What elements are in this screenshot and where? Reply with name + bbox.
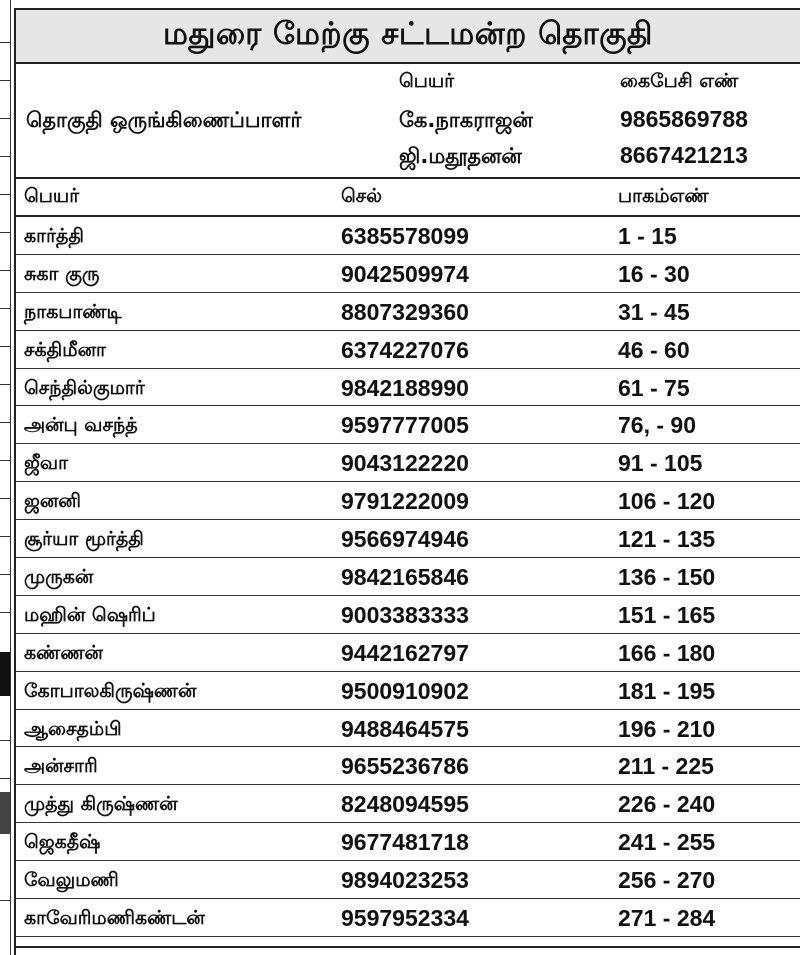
row-part: 46 - 60 bbox=[618, 336, 690, 363]
row-name: சுகா குரு bbox=[24, 262, 100, 285]
row-part: 151 - 165 bbox=[618, 601, 716, 628]
margin-tick bbox=[0, 574, 10, 575]
row-name: ஜீவா bbox=[24, 452, 68, 475]
coordinator-header-name: பெயர் bbox=[399, 70, 455, 92]
table-row bbox=[16, 747, 800, 785]
coordinator-phone: 8667421213 bbox=[620, 142, 748, 168]
table-row bbox=[16, 672, 800, 710]
coordinator-name: கே.நாகராஜன் bbox=[399, 108, 533, 132]
table-row bbox=[16, 444, 800, 482]
table-row bbox=[16, 255, 800, 293]
row-name: அன்பு வசந்த் bbox=[24, 414, 138, 437]
row-cell: 9566974946 bbox=[341, 526, 469, 553]
row-name: காவேரிமணிகண்டன் bbox=[24, 907, 205, 930]
bottom-rule bbox=[16, 946, 800, 948]
row-cell: 9677481718 bbox=[341, 829, 469, 856]
margin-tick bbox=[0, 778, 10, 779]
row-name: கோபாலகிருஷ்ணன் bbox=[24, 679, 197, 702]
row-cell: 9042509974 bbox=[341, 260, 469, 287]
coordinator-phone: 9865869788 bbox=[620, 106, 748, 132]
row-name: முத்து கிருஷ்ணன் bbox=[24, 793, 178, 816]
table-row bbox=[16, 823, 800, 861]
table-row bbox=[16, 710, 800, 748]
table-row bbox=[16, 596, 800, 634]
row-name: கண்ணன் bbox=[24, 641, 103, 664]
margin-tick bbox=[0, 384, 10, 385]
margin-tick bbox=[0, 118, 10, 119]
table-row bbox=[16, 899, 800, 937]
row-cell: 9791222009 bbox=[341, 488, 469, 515]
row-part: 196 - 210 bbox=[618, 715, 716, 742]
row-cell: 9597777005 bbox=[341, 412, 469, 439]
margin-tick bbox=[0, 308, 10, 309]
contact-table bbox=[16, 179, 800, 937]
row-part: 106 - 120 bbox=[618, 488, 716, 515]
row-cell: 9488464575 bbox=[341, 715, 469, 742]
row-part: 31 - 45 bbox=[618, 298, 690, 325]
table-row bbox=[16, 331, 800, 369]
row-cell: 8807329360 bbox=[341, 298, 469, 325]
page-title: மதுரை மேற்கு சட்டமன்ற தொகுதி bbox=[16, 10, 800, 64]
row-name: சக்திமீனா bbox=[24, 338, 106, 361]
header-name: பெயர் bbox=[24, 185, 80, 207]
row-part: 76, - 90 bbox=[618, 412, 696, 439]
table-row bbox=[16, 217, 800, 255]
table-row bbox=[16, 861, 800, 899]
row-cell: 9842188990 bbox=[341, 374, 469, 401]
row-cell: 9003383333 bbox=[341, 601, 469, 628]
margin-tick bbox=[0, 232, 10, 233]
table-row bbox=[16, 634, 800, 672]
row-cell: 9842165846 bbox=[341, 564, 469, 591]
table-row bbox=[16, 406, 800, 444]
row-part: 1 - 15 bbox=[618, 223, 677, 249]
header-cell: செல் bbox=[341, 185, 383, 207]
header-part: பாகம்எண் bbox=[618, 185, 709, 207]
coordinator-role: தொகுதி ஒருங்கிணைப்பாளர் bbox=[26, 108, 302, 132]
row-name: சூர்யா மூர்த்தி bbox=[24, 528, 144, 551]
table-row bbox=[16, 785, 800, 823]
margin-tick bbox=[0, 80, 10, 81]
row-cell: 9500910902 bbox=[341, 677, 469, 704]
row-cell: 6374227076 bbox=[341, 336, 469, 363]
row-part: 241 - 255 bbox=[618, 829, 716, 856]
row-cell: 9894023253 bbox=[341, 867, 469, 894]
row-part: 91 - 105 bbox=[618, 450, 703, 477]
margin-tick bbox=[0, 346, 10, 347]
margin-tick bbox=[0, 536, 10, 537]
row-name: முருகன் bbox=[24, 566, 94, 589]
table-header-row bbox=[16, 179, 800, 217]
row-cell: 9597952334 bbox=[341, 905, 469, 932]
row-part: 211 - 225 bbox=[618, 753, 714, 780]
margin-tick bbox=[0, 740, 10, 741]
row-part: 121 - 135 bbox=[618, 526, 716, 553]
row-name: செந்தில்குமார் bbox=[24, 376, 145, 399]
row-cell: 9655236786 bbox=[341, 753, 469, 780]
margin-tick bbox=[0, 900, 10, 901]
row-cell: 8248094595 bbox=[341, 791, 469, 818]
row-name: ஜனனி bbox=[24, 490, 81, 513]
coordinator-section bbox=[16, 64, 800, 179]
row-name: நாகபாண்டி bbox=[24, 300, 122, 323]
table-row bbox=[16, 558, 800, 596]
margin-tick bbox=[0, 270, 10, 271]
row-name: கார்த்தி bbox=[24, 225, 84, 247]
row-cell: 6385578099 bbox=[341, 223, 469, 249]
row-part: 226 - 240 bbox=[618, 791, 716, 818]
row-part: 271 - 284 bbox=[618, 905, 716, 932]
coordinator-header-phone: கைபேசி எண் bbox=[620, 70, 739, 92]
table-row bbox=[16, 293, 800, 331]
row-cell: 9442162797 bbox=[341, 639, 469, 666]
table-row bbox=[16, 369, 800, 407]
row-name: ஆசைதம்பி bbox=[24, 717, 122, 740]
row-name: வேலுமணி bbox=[24, 869, 119, 892]
table-row bbox=[16, 520, 800, 558]
margin-tick bbox=[0, 612, 10, 613]
row-part: 61 - 75 bbox=[618, 374, 690, 401]
margin-tick bbox=[0, 42, 10, 43]
row-name: ஜெகதீஷ் bbox=[24, 831, 101, 854]
row-part: 181 - 195 bbox=[618, 677, 716, 704]
row-name: மஹின் ஷெரிப் bbox=[24, 603, 156, 626]
row-part: 256 - 270 bbox=[618, 867, 716, 894]
row-cell: 9043122220 bbox=[341, 450, 469, 477]
row-part: 166 - 180 bbox=[618, 639, 716, 666]
coordinator-name: ஜி.மதூதனன் bbox=[399, 144, 522, 168]
margin-block bbox=[0, 792, 10, 834]
margin-tick bbox=[0, 156, 10, 157]
margin-tick bbox=[0, 498, 10, 499]
row-name: அன்சாரி bbox=[24, 755, 98, 778]
margin-tick bbox=[0, 460, 10, 461]
row-part: 16 - 30 bbox=[618, 260, 690, 287]
table-row bbox=[16, 482, 800, 520]
margin-tick bbox=[0, 194, 10, 195]
row-part: 136 - 150 bbox=[618, 564, 716, 591]
margin-block bbox=[0, 652, 10, 696]
margin-tick bbox=[0, 422, 10, 423]
